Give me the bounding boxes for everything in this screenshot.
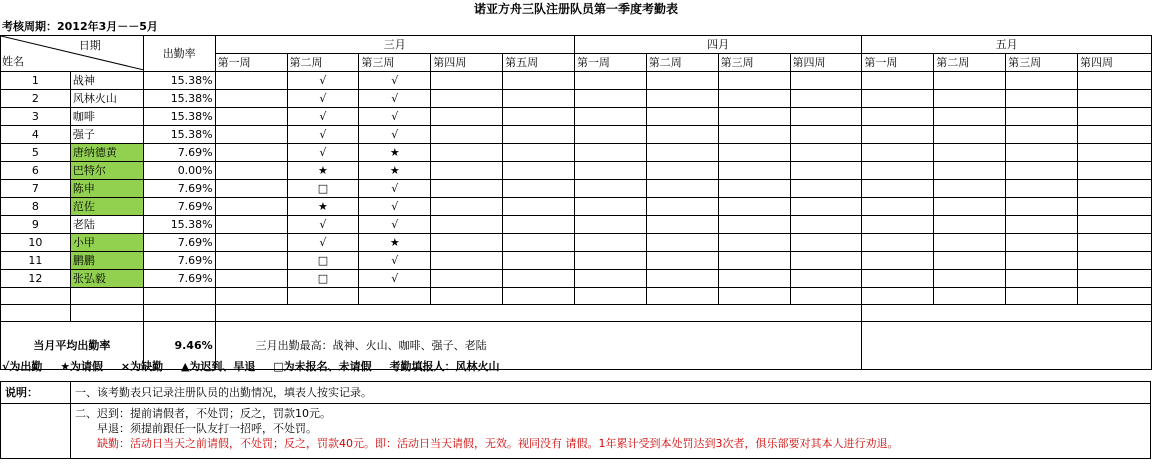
week-cell — [646, 126, 718, 144]
rate-header: 出勤率 — [143, 36, 215, 72]
week-cell — [862, 90, 934, 108]
week-mark: √ — [359, 108, 431, 126]
week-mark: ★ — [287, 162, 359, 180]
week-cell — [862, 144, 934, 162]
week-cell — [215, 252, 287, 270]
week-cell — [934, 180, 1006, 198]
week-cell — [431, 252, 503, 270]
week-cell — [934, 234, 1006, 252]
period-label: 考核周期：2012年3月－－5月 — [2, 20, 158, 33]
week-cell — [646, 144, 718, 162]
notes-blank — [1, 404, 71, 459]
week-cell — [1006, 270, 1078, 288]
legend-reporter: 考勤填报人：风林火山 — [389, 360, 500, 373]
week-cell — [215, 198, 287, 216]
week-cell — [431, 270, 503, 288]
week-header: 第四周 — [1077, 54, 1151, 72]
week-cell — [503, 216, 575, 234]
week-cell — [790, 108, 862, 126]
week-cell — [574, 234, 646, 252]
week-header: 第二周 — [934, 54, 1006, 72]
week-cell — [790, 216, 862, 234]
attendance-rate: 7.69% — [143, 252, 215, 270]
week-cell — [1006, 162, 1078, 180]
summary-march-note: 三月出勤最高：战神、火山、咖啡、强子、老陆 — [215, 322, 862, 370]
week-cell — [1006, 180, 1078, 198]
week-cell — [934, 216, 1006, 234]
week-cell — [934, 252, 1006, 270]
week-cell — [790, 90, 862, 108]
week-cell — [431, 126, 503, 144]
table-row — [1, 270, 1152, 288]
blank-cell — [862, 305, 1152, 322]
table-row — [1, 72, 1152, 90]
member-name: 强子 — [70, 126, 143, 144]
week-cell — [431, 216, 503, 234]
week-cell — [790, 72, 862, 90]
week-cell — [431, 180, 503, 198]
legend-absent: ×为缺勤 — [120, 360, 164, 373]
week-header: 第四周 — [790, 54, 862, 72]
blank-cell — [143, 288, 215, 305]
week-header: 第三周 — [718, 54, 790, 72]
week-cell — [862, 216, 934, 234]
week-cell — [934, 126, 1006, 144]
week-cell — [574, 216, 646, 234]
week-cell — [1006, 108, 1078, 126]
week-cell — [574, 72, 646, 90]
week-cell — [215, 180, 287, 198]
week-cell — [503, 90, 575, 108]
week-cell — [790, 198, 862, 216]
blank-cell — [934, 288, 1006, 305]
blank-cell — [718, 288, 790, 305]
week-cell — [574, 198, 646, 216]
summary-rate: 9.46% — [143, 322, 215, 370]
week-cell — [574, 108, 646, 126]
member-name: 陈申 — [70, 180, 143, 198]
blank-cell — [646, 288, 718, 305]
notes-late-rule: 二、迟到：提前请假者，不处罚；反之，罚款10元。 — [75, 407, 331, 420]
table-row — [1, 198, 1152, 216]
header-date-name-cell — [1, 36, 144, 72]
week-cell — [1077, 72, 1151, 90]
week-cell — [574, 90, 646, 108]
week-cell — [862, 234, 934, 252]
week-cell — [862, 270, 934, 288]
summary-label: 当月平均出勤率 — [1, 322, 144, 370]
week-cell — [862, 198, 934, 216]
member-name: 巴特尔 — [70, 162, 143, 180]
week-mark: √ — [287, 90, 359, 108]
week-cell — [574, 270, 646, 288]
attendance-rate: 7.69% — [143, 270, 215, 288]
attendance-table — [0, 35, 1152, 370]
summary-march-note-top — [215, 305, 862, 322]
week-cell — [646, 198, 718, 216]
blank-cell — [862, 288, 934, 305]
week-mark: □ — [287, 252, 359, 270]
blank-cell — [143, 305, 215, 322]
week-cell — [1077, 144, 1151, 162]
week-cell — [574, 180, 646, 198]
week-cell — [503, 72, 575, 90]
week-cell — [574, 162, 646, 180]
member-name: 老陆 — [70, 216, 143, 234]
week-cell — [1077, 90, 1151, 108]
week-cell — [431, 108, 503, 126]
legend-unregistered: □为未报名、未请假 — [273, 360, 372, 373]
member-name: 张弘毅 — [70, 270, 143, 288]
week-cell — [431, 144, 503, 162]
week-cell — [215, 234, 287, 252]
week-cell — [215, 270, 287, 288]
week-cell — [646, 72, 718, 90]
table-row — [1, 216, 1152, 234]
week-cell — [574, 126, 646, 144]
week-header: 第四周 — [431, 54, 503, 72]
week-mark: √ — [359, 252, 431, 270]
week-header: 第二周 — [287, 54, 359, 72]
week-cell — [646, 108, 718, 126]
notes-table — [0, 381, 1151, 459]
week-cell — [862, 252, 934, 270]
week-cell — [862, 108, 934, 126]
week-cell — [1006, 234, 1078, 252]
blank-cell — [1006, 288, 1078, 305]
week-cell — [1077, 216, 1151, 234]
week-cell — [503, 144, 575, 162]
week-cell — [646, 234, 718, 252]
week-cell — [503, 234, 575, 252]
attendance-rate: 7.69% — [143, 234, 215, 252]
month-april: 四月 — [574, 36, 861, 54]
week-header: 第一周 — [862, 54, 934, 72]
row-number: 11 — [1, 252, 71, 270]
member-name: 鹏鹏 — [70, 252, 143, 270]
week-cell — [646, 252, 718, 270]
month-march: 三月 — [215, 36, 574, 54]
week-cell — [646, 270, 718, 288]
table-row — [1, 162, 1152, 180]
week-cell — [718, 180, 790, 198]
notes-early-rule: 早退：须提前跟任一队友打一招呼，不处罚。 — [97, 422, 317, 435]
row-number: 12 — [1, 270, 71, 288]
row-number: 1 — [1, 72, 71, 90]
blank-row — [1, 288, 1152, 305]
week-mark: √ — [359, 126, 431, 144]
week-cell — [431, 198, 503, 216]
week-cell — [574, 144, 646, 162]
week-cell — [215, 216, 287, 234]
week-mark: □ — [287, 180, 359, 198]
week-cell — [718, 126, 790, 144]
notes-item-1: 一、该考勤表只记录注册队员的出勤情况，填表人按实记录。 — [71, 382, 1151, 404]
week-header: 第五周 — [503, 54, 575, 72]
blank-cell — [790, 288, 862, 305]
week-cell — [1006, 72, 1078, 90]
week-cell — [646, 180, 718, 198]
member-name: 风林火山 — [70, 90, 143, 108]
week-cell — [1077, 180, 1151, 198]
week-mark: √ — [359, 90, 431, 108]
week-cell — [934, 162, 1006, 180]
blank-cell — [287, 288, 359, 305]
blank-cell — [359, 288, 431, 305]
row-number: 7 — [1, 180, 71, 198]
week-cell — [503, 162, 575, 180]
member-name: 战神 — [70, 72, 143, 90]
row-number: 5 — [1, 144, 71, 162]
week-cell — [934, 72, 1006, 90]
week-cell — [1077, 234, 1151, 252]
attendance-rate: 0.00% — [143, 162, 215, 180]
week-mark: √ — [287, 108, 359, 126]
attendance-rate: 15.38% — [143, 126, 215, 144]
week-cell — [503, 252, 575, 270]
week-cell — [934, 198, 1006, 216]
week-cell — [862, 72, 934, 90]
week-cell — [718, 144, 790, 162]
member-name: 咖啡 — [70, 108, 143, 126]
week-cell — [215, 144, 287, 162]
week-mark: √ — [359, 180, 431, 198]
week-mark: √ — [287, 72, 359, 90]
week-cell — [215, 162, 287, 180]
row-number: 2 — [1, 90, 71, 108]
row-number: 10 — [1, 234, 71, 252]
notes-item-2 — [71, 404, 1151, 459]
month-may: 五月 — [862, 36, 1152, 54]
blank-cell — [70, 288, 143, 305]
notes-label: 说明： — [1, 382, 71, 404]
week-cell — [1006, 126, 1078, 144]
week-mark: √ — [287, 144, 359, 162]
week-cell — [431, 162, 503, 180]
blank-cell — [215, 288, 287, 305]
blank-cell — [1, 288, 71, 305]
week-cell — [790, 180, 862, 198]
week-cell — [503, 126, 575, 144]
week-header: 第三周 — [359, 54, 431, 72]
week-cell — [862, 126, 934, 144]
week-cell — [215, 90, 287, 108]
week-cell — [646, 162, 718, 180]
week-cell — [1006, 144, 1078, 162]
blank-cell — [1, 305, 71, 322]
week-cell — [431, 90, 503, 108]
week-cell — [1077, 126, 1151, 144]
week-header: 第一周 — [574, 54, 646, 72]
week-mark: √ — [359, 270, 431, 288]
week-cell — [718, 252, 790, 270]
week-cell — [503, 270, 575, 288]
blank-cell — [574, 288, 646, 305]
member-name: 唐纳德黄 — [70, 144, 143, 162]
legend-leave: ★为请假 — [60, 360, 104, 373]
attendance-rate: 15.38% — [143, 72, 215, 90]
blank-cell — [1077, 288, 1151, 305]
week-cell — [1077, 162, 1151, 180]
week-cell — [503, 198, 575, 216]
name-header: 姓名 — [2, 55, 24, 68]
member-name: 范佐 — [70, 198, 143, 216]
week-mark: √ — [287, 126, 359, 144]
row-number: 8 — [1, 198, 71, 216]
week-mark: √ — [287, 216, 359, 234]
week-header: 第二周 — [646, 54, 718, 72]
week-cell — [574, 252, 646, 270]
week-cell — [934, 90, 1006, 108]
week-cell — [790, 126, 862, 144]
legend — [2, 358, 514, 376]
attendance-rate: 7.69% — [143, 144, 215, 162]
week-cell — [718, 234, 790, 252]
attendance-rate: 15.38% — [143, 216, 215, 234]
week-cell — [215, 108, 287, 126]
attendance-rate: 7.69% — [143, 180, 215, 198]
table-row — [1, 180, 1152, 198]
week-mark: ★ — [359, 162, 431, 180]
table-row — [1, 234, 1152, 252]
week-cell — [718, 216, 790, 234]
notes-absent-rule: 缺勤：活动日当天之前请假，不处罚；反之，罚款40元。即：活动日当天请假，无效。视同没有 请假。1年累计受到本处罚达到3次者，俱乐部要对其本人进行劝退。 — [97, 437, 899, 450]
week-cell — [503, 108, 575, 126]
member-name: 小甲 — [70, 234, 143, 252]
date-header: 日期 — [78, 39, 101, 52]
week-cell — [646, 90, 718, 108]
blank-cell — [431, 288, 503, 305]
attendance-rate: 15.38% — [143, 90, 215, 108]
summary-may-blank — [862, 322, 1152, 370]
week-cell — [718, 198, 790, 216]
week-cell — [431, 72, 503, 90]
week-cell — [1006, 252, 1078, 270]
week-cell — [934, 144, 1006, 162]
page-title: 诺亚方舟三队注册队员第一季度考勤表 — [473, 2, 678, 16]
week-cell — [1006, 198, 1078, 216]
table-row — [1, 252, 1152, 270]
blank-cell — [503, 288, 575, 305]
row-number: 9 — [1, 216, 71, 234]
week-mark: √ — [359, 216, 431, 234]
week-cell — [215, 72, 287, 90]
week-cell — [1006, 90, 1078, 108]
week-cell — [431, 234, 503, 252]
week-mark: √ — [287, 234, 359, 252]
table-row — [1, 126, 1152, 144]
week-cell — [934, 270, 1006, 288]
week-cell — [790, 144, 862, 162]
row-number: 3 — [1, 108, 71, 126]
week-cell — [718, 270, 790, 288]
blank-cell — [70, 305, 143, 322]
week-mark: √ — [359, 198, 431, 216]
week-cell — [1077, 108, 1151, 126]
attendance-rate: 7.69% — [143, 198, 215, 216]
week-mark: □ — [287, 270, 359, 288]
week-cell — [1006, 216, 1078, 234]
week-mark: ★ — [287, 198, 359, 216]
week-cell — [503, 180, 575, 198]
week-cell — [646, 216, 718, 234]
week-cell — [790, 234, 862, 252]
week-cell — [215, 126, 287, 144]
week-cell — [1077, 252, 1151, 270]
row-number: 4 — [1, 126, 71, 144]
week-mark: ★ — [359, 234, 431, 252]
week-mark: ★ — [359, 144, 431, 162]
week-cell — [718, 90, 790, 108]
week-cell — [790, 270, 862, 288]
week-cell — [934, 108, 1006, 126]
row-number: 6 — [1, 162, 71, 180]
table-row — [1, 108, 1152, 126]
week-cell — [790, 252, 862, 270]
week-cell — [718, 72, 790, 90]
week-cell — [862, 162, 934, 180]
week-header: 第三周 — [1006, 54, 1078, 72]
week-cell — [790, 162, 862, 180]
blank-row — [1, 305, 1152, 322]
week-cell — [1077, 198, 1151, 216]
attendance-rate: 15.38% — [143, 108, 215, 126]
table-row — [1, 90, 1152, 108]
week-cell — [718, 162, 790, 180]
week-cell — [1077, 270, 1151, 288]
week-cell — [718, 108, 790, 126]
week-header: 第一周 — [215, 54, 287, 72]
week-cell — [862, 180, 934, 198]
legend-late: ▲为迟到、早退 — [180, 360, 256, 373]
week-mark: √ — [359, 72, 431, 90]
table-row — [1, 144, 1152, 162]
legend-present: √为出勤 — [2, 360, 43, 373]
